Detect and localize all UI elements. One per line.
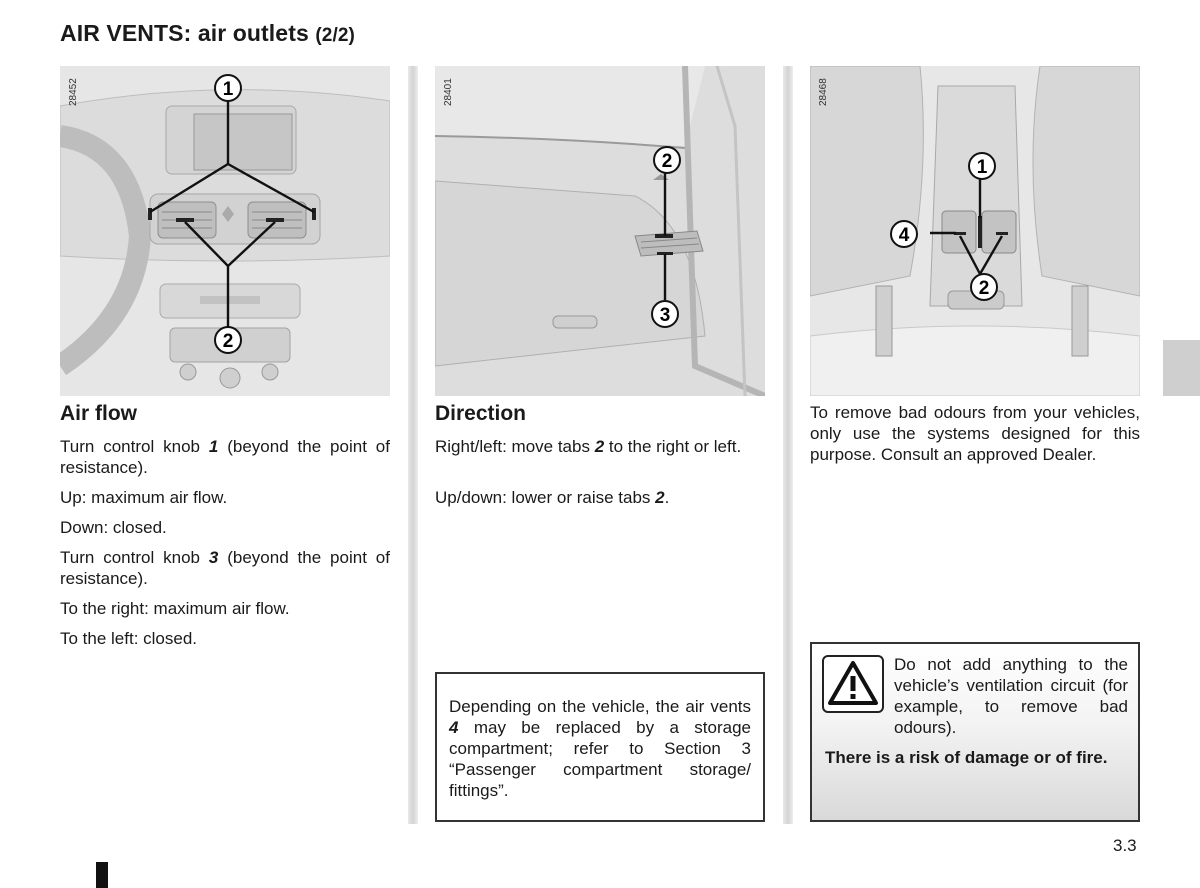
figure-side-vent <box>435 66 765 396</box>
warning-triangle-icon <box>822 655 884 713</box>
section-heading-direction: Direction <box>435 402 527 425</box>
ref-number: 4 <box>449 718 459 737</box>
callout-4: 4 <box>898 225 910 246</box>
paragraph: Up: maximum air flow. <box>60 488 228 507</box>
warning-text: Do not add anything to the vehicle’s ventilation circuit (for example, to remove bad odours). <box>894 655 1128 737</box>
figure-dashboard-vents <box>60 66 390 396</box>
warning-bold-text: There is a risk of damage or of fire. <box>825 748 1108 767</box>
paragraph: Turn control knob 3 (beyond the point of resistance). <box>60 548 390 588</box>
callout-1: 1 <box>222 79 234 100</box>
paragraph: Right/left: move tabs 2 to the right or left. <box>435 437 742 456</box>
ref-number: 2 <box>655 488 665 507</box>
paragraph: Turn control knob 1 (beyond the point of resistance). <box>60 437 390 477</box>
page-number: 3.3 <box>1113 836 1137 855</box>
crop-mark <box>96 862 108 888</box>
warning-box <box>810 642 1140 822</box>
paragraph: To the left: closed. <box>60 629 198 648</box>
figure-id: 28401 <box>443 78 454 106</box>
column-divider <box>408 66 418 824</box>
note-text: Depending on the vehicle, the air vents 4 may be replaced by a storage compartment; refer to Section 3 “Passenger compartment storage/ fittings”. <box>449 697 751 800</box>
ref-number: 2 <box>594 437 605 456</box>
section-tab-marker <box>1163 340 1200 396</box>
paragraph: To remove bad odours from your vehicles, only use the systems designed for this purpose. Consult an approved Dealer. <box>810 403 1140 464</box>
paragraph: Up/down: lower or raise tabs 2. <box>435 488 670 507</box>
column-divider <box>783 66 793 824</box>
ref-number: 3 <box>208 548 219 567</box>
page-title <box>60 20 355 47</box>
paragraph: Down: closed. <box>60 518 167 537</box>
figure-id: 28452 <box>68 78 79 106</box>
callout-1: 1 <box>976 157 988 178</box>
note-box <box>435 672 765 822</box>
callout-3: 3 <box>659 305 671 326</box>
callout-2: 2 <box>978 278 990 299</box>
callout-2: 2 <box>222 331 234 352</box>
callout-2: 2 <box>661 151 673 172</box>
paragraph: To the right: maximum air flow. <box>60 599 290 618</box>
page-title-suffix: (2/2) <box>315 25 355 46</box>
ref-number: 1 <box>208 437 219 456</box>
figure-id: 28468 <box>818 78 829 106</box>
page-title-main: AIR VENTS: air outlets <box>60 20 309 46</box>
figure-rear-vents <box>810 66 1140 396</box>
section-heading-air-flow: Air flow <box>60 402 137 425</box>
